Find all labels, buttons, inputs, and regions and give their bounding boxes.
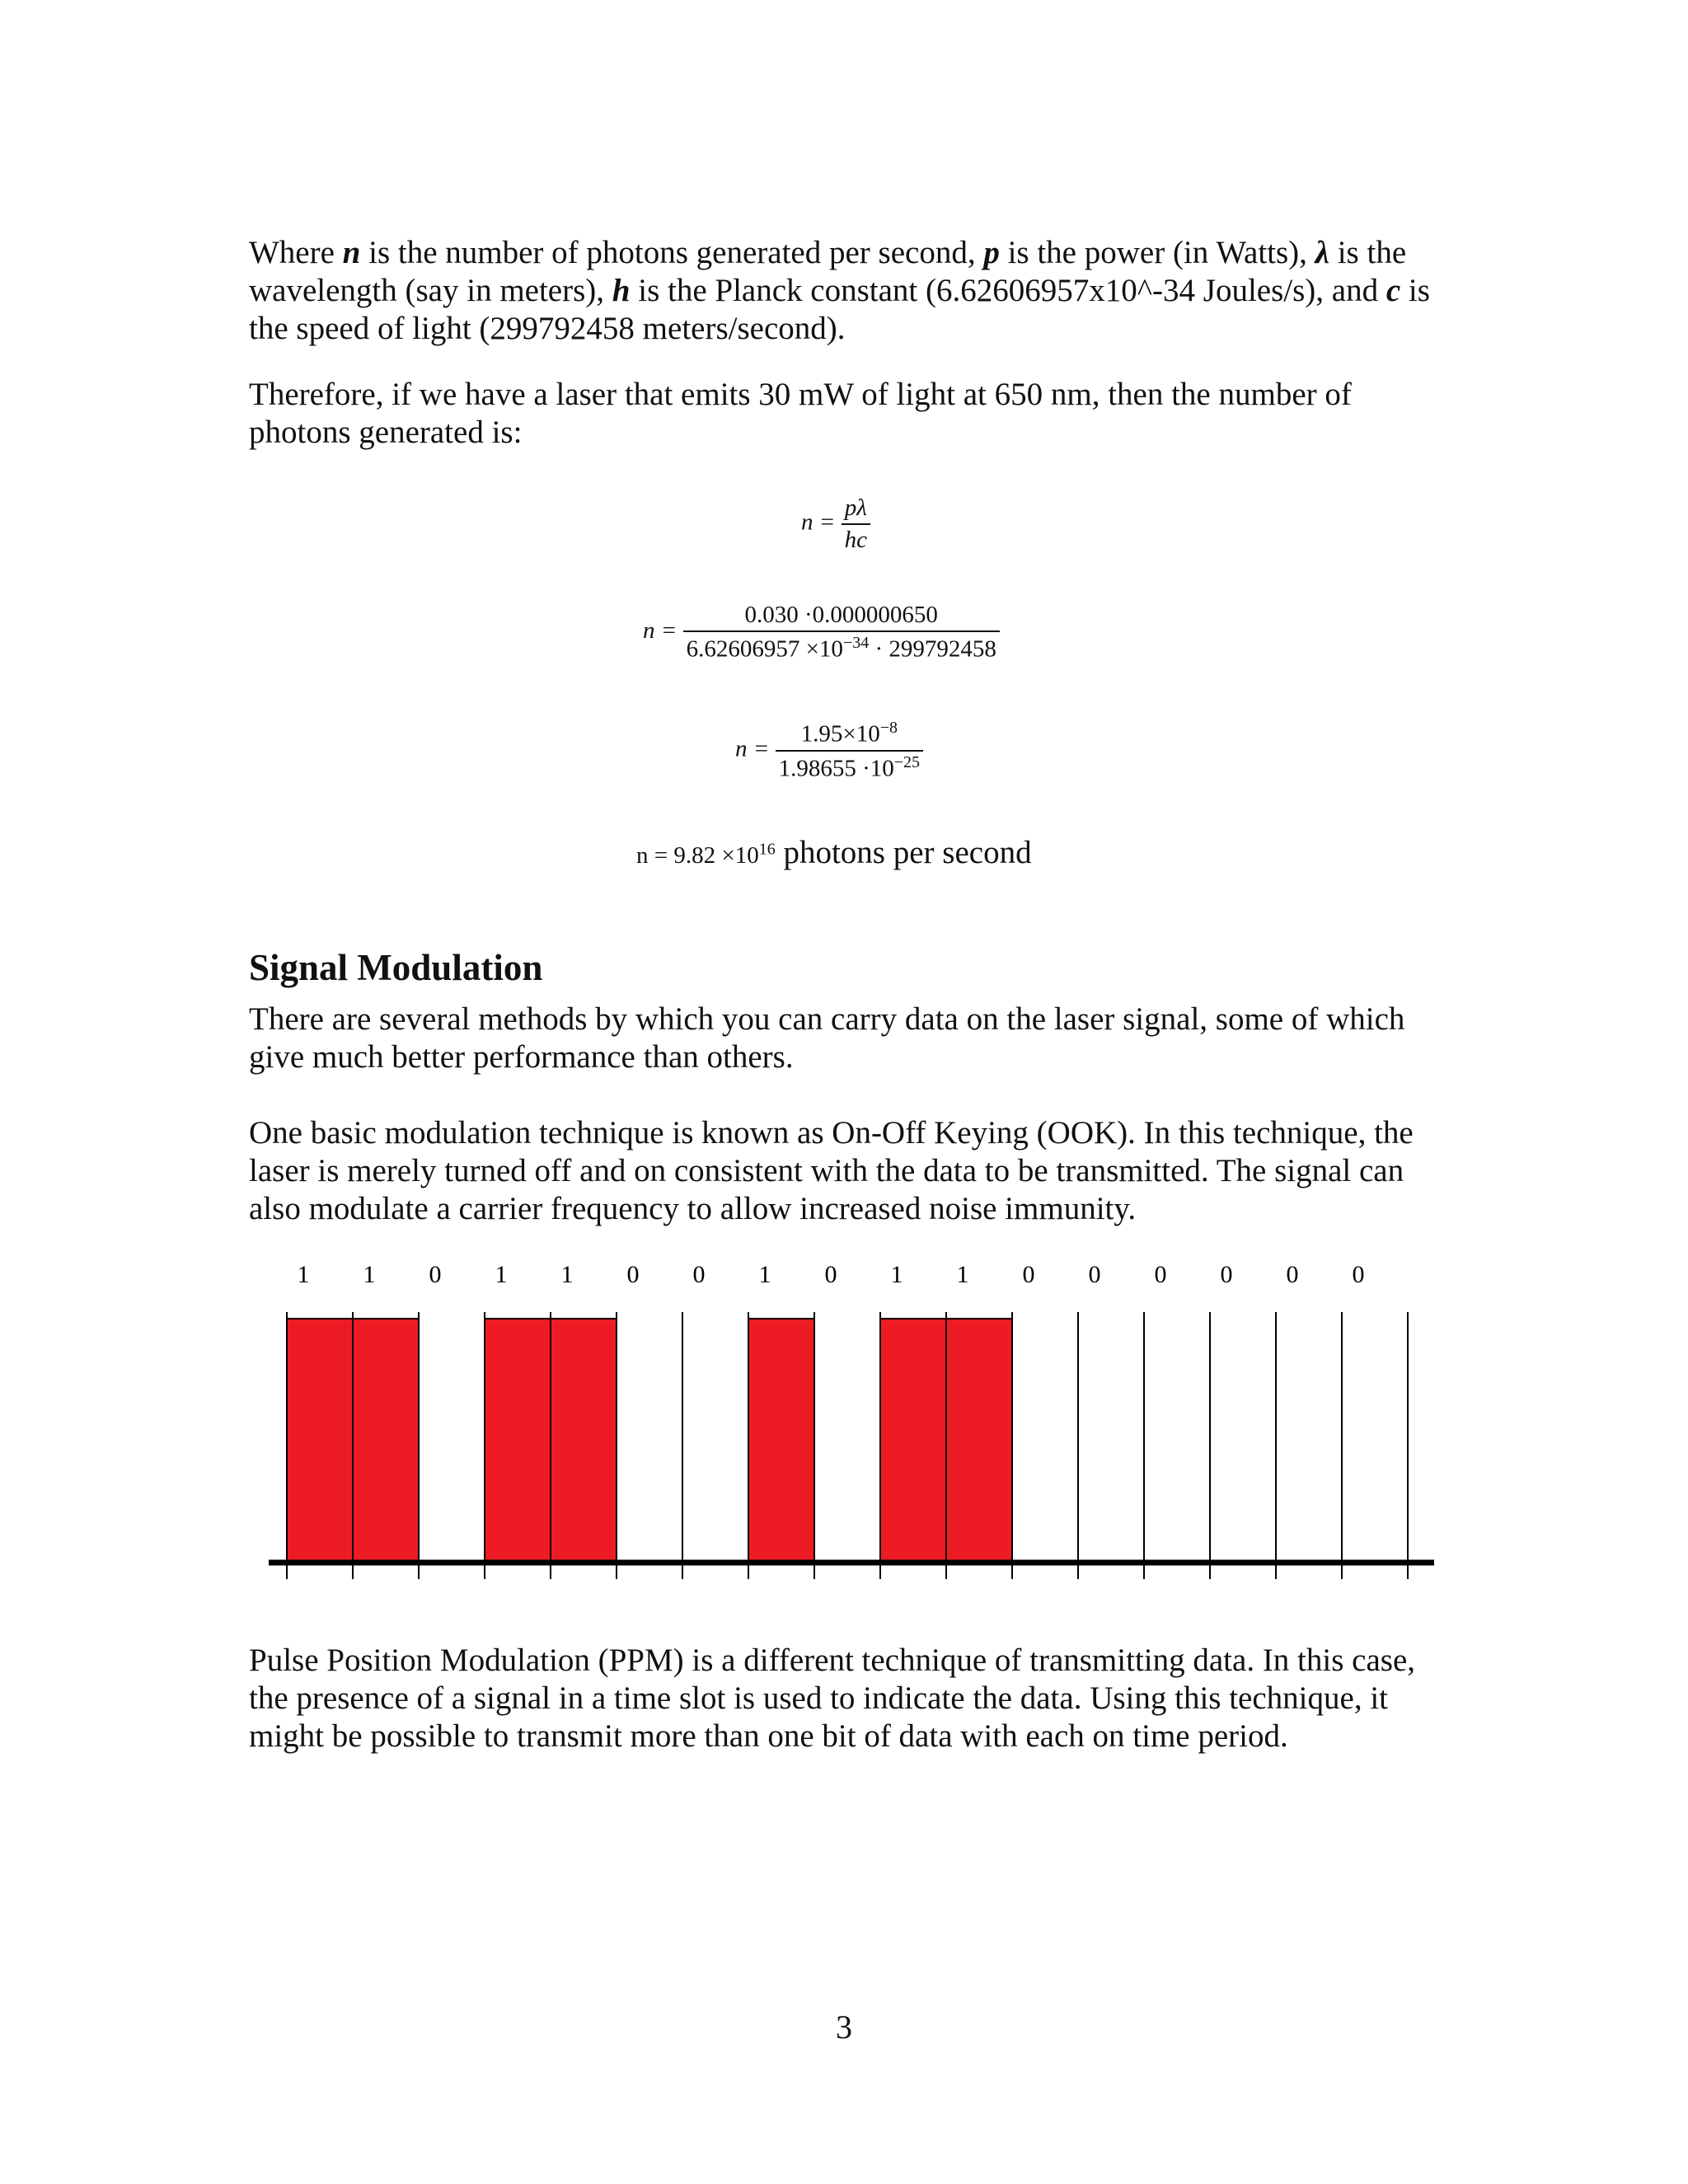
section-heading: Signal Modulation: [249, 947, 543, 988]
bit-label: 1: [758, 1261, 771, 1288]
signal-bar: [880, 1319, 946, 1563]
bit-label: 1: [297, 1261, 310, 1288]
modulation-intro-paragraph: There are several methods by which you can carry data on the laser signal, some of which give much better performance than others.: [249, 1001, 1405, 1075]
bit-label: 0: [1352, 1261, 1365, 1288]
equation-numerator: 0.030 ·0.000000650: [683, 602, 1000, 632]
bit-label: 0: [1154, 1261, 1167, 1288]
signal-bar: [485, 1319, 551, 1563]
signal-bar: [353, 1319, 419, 1563]
bit-label: 1: [495, 1261, 508, 1288]
equation-result: $n = 9.82 \times 10^{16}$ photons per second: [636, 835, 1032, 870]
equation-denominator: hc: [844, 527, 867, 553]
equation-denominator: $6.62606957 \times 10^{-34} \cdot 299792458$: [686, 634, 996, 663]
signal-bar: [287, 1319, 353, 1563]
ppm-paragraph: Pulse Position Modulation (PPM) is a different technique of transmitting data. In this case, the presence of a signal in a time slot is used to indicate the data. Using this technique, it might be possible to transmit more than one bit of data with each on time period.: [249, 1643, 1416, 1754]
bit-label: 0: [429, 1261, 442, 1288]
bit-label: 1: [890, 1261, 903, 1288]
bit-label: 1: [363, 1261, 376, 1288]
equation-substituted: [643, 602, 1000, 663]
definitions-paragraph: Where n is the number of photons generated per second, p is the power (in Watts), λ is the wavelength (say in meters), h is the Planck constant (6.62606957x10^-34 Joules/s), and c is the speed of light (299792458 meters/second).: [249, 235, 1430, 346]
bit-label: 0: [626, 1261, 640, 1288]
ook-paragraph: One basic modulation technique is known as On-Off Keying (OOK). In this technique, the laser is merely turned off and on consistent with the data to be transmitted. The signal can also modulate a carrier frequency to allow increased noise immunity.: [249, 1115, 1414, 1226]
bit-label: 0: [824, 1261, 837, 1288]
bit-label: 0: [1286, 1261, 1299, 1288]
signal-bar: [946, 1319, 1012, 1563]
laser-example-paragraph: Therefore, if we have a laser that emits 30 mW of light at 650 nm, then the number of photons generated is:: [249, 377, 1352, 450]
signal-bar: [551, 1319, 617, 1563]
signal-bar: [748, 1319, 814, 1563]
equation-simplified: [735, 719, 923, 782]
page-number: 3: [836, 2008, 852, 2046]
ook-signal-chart: [264, 1253, 1434, 1599]
bit-label: 0: [1088, 1261, 1101, 1288]
bit-label: 0: [1022, 1261, 1035, 1288]
equation-photon-rate: [801, 494, 870, 554]
equation-lhs: n =: [801, 509, 836, 536]
equation-lhs: n =: [643, 616, 678, 644]
equation-numerator: $1.95\times 10^{-8}$: [776, 719, 923, 752]
equation-numerator: pλ: [842, 494, 870, 525]
equation-lhs: n =: [735, 735, 770, 762]
equation-denominator: $1.98655 \cdot 10^{-25}$: [778, 752, 921, 782]
bit-label: 1: [560, 1261, 574, 1288]
bit-label: 1: [956, 1261, 969, 1288]
bit-label: 0: [1220, 1261, 1233, 1288]
bit-label: 0: [692, 1261, 706, 1288]
